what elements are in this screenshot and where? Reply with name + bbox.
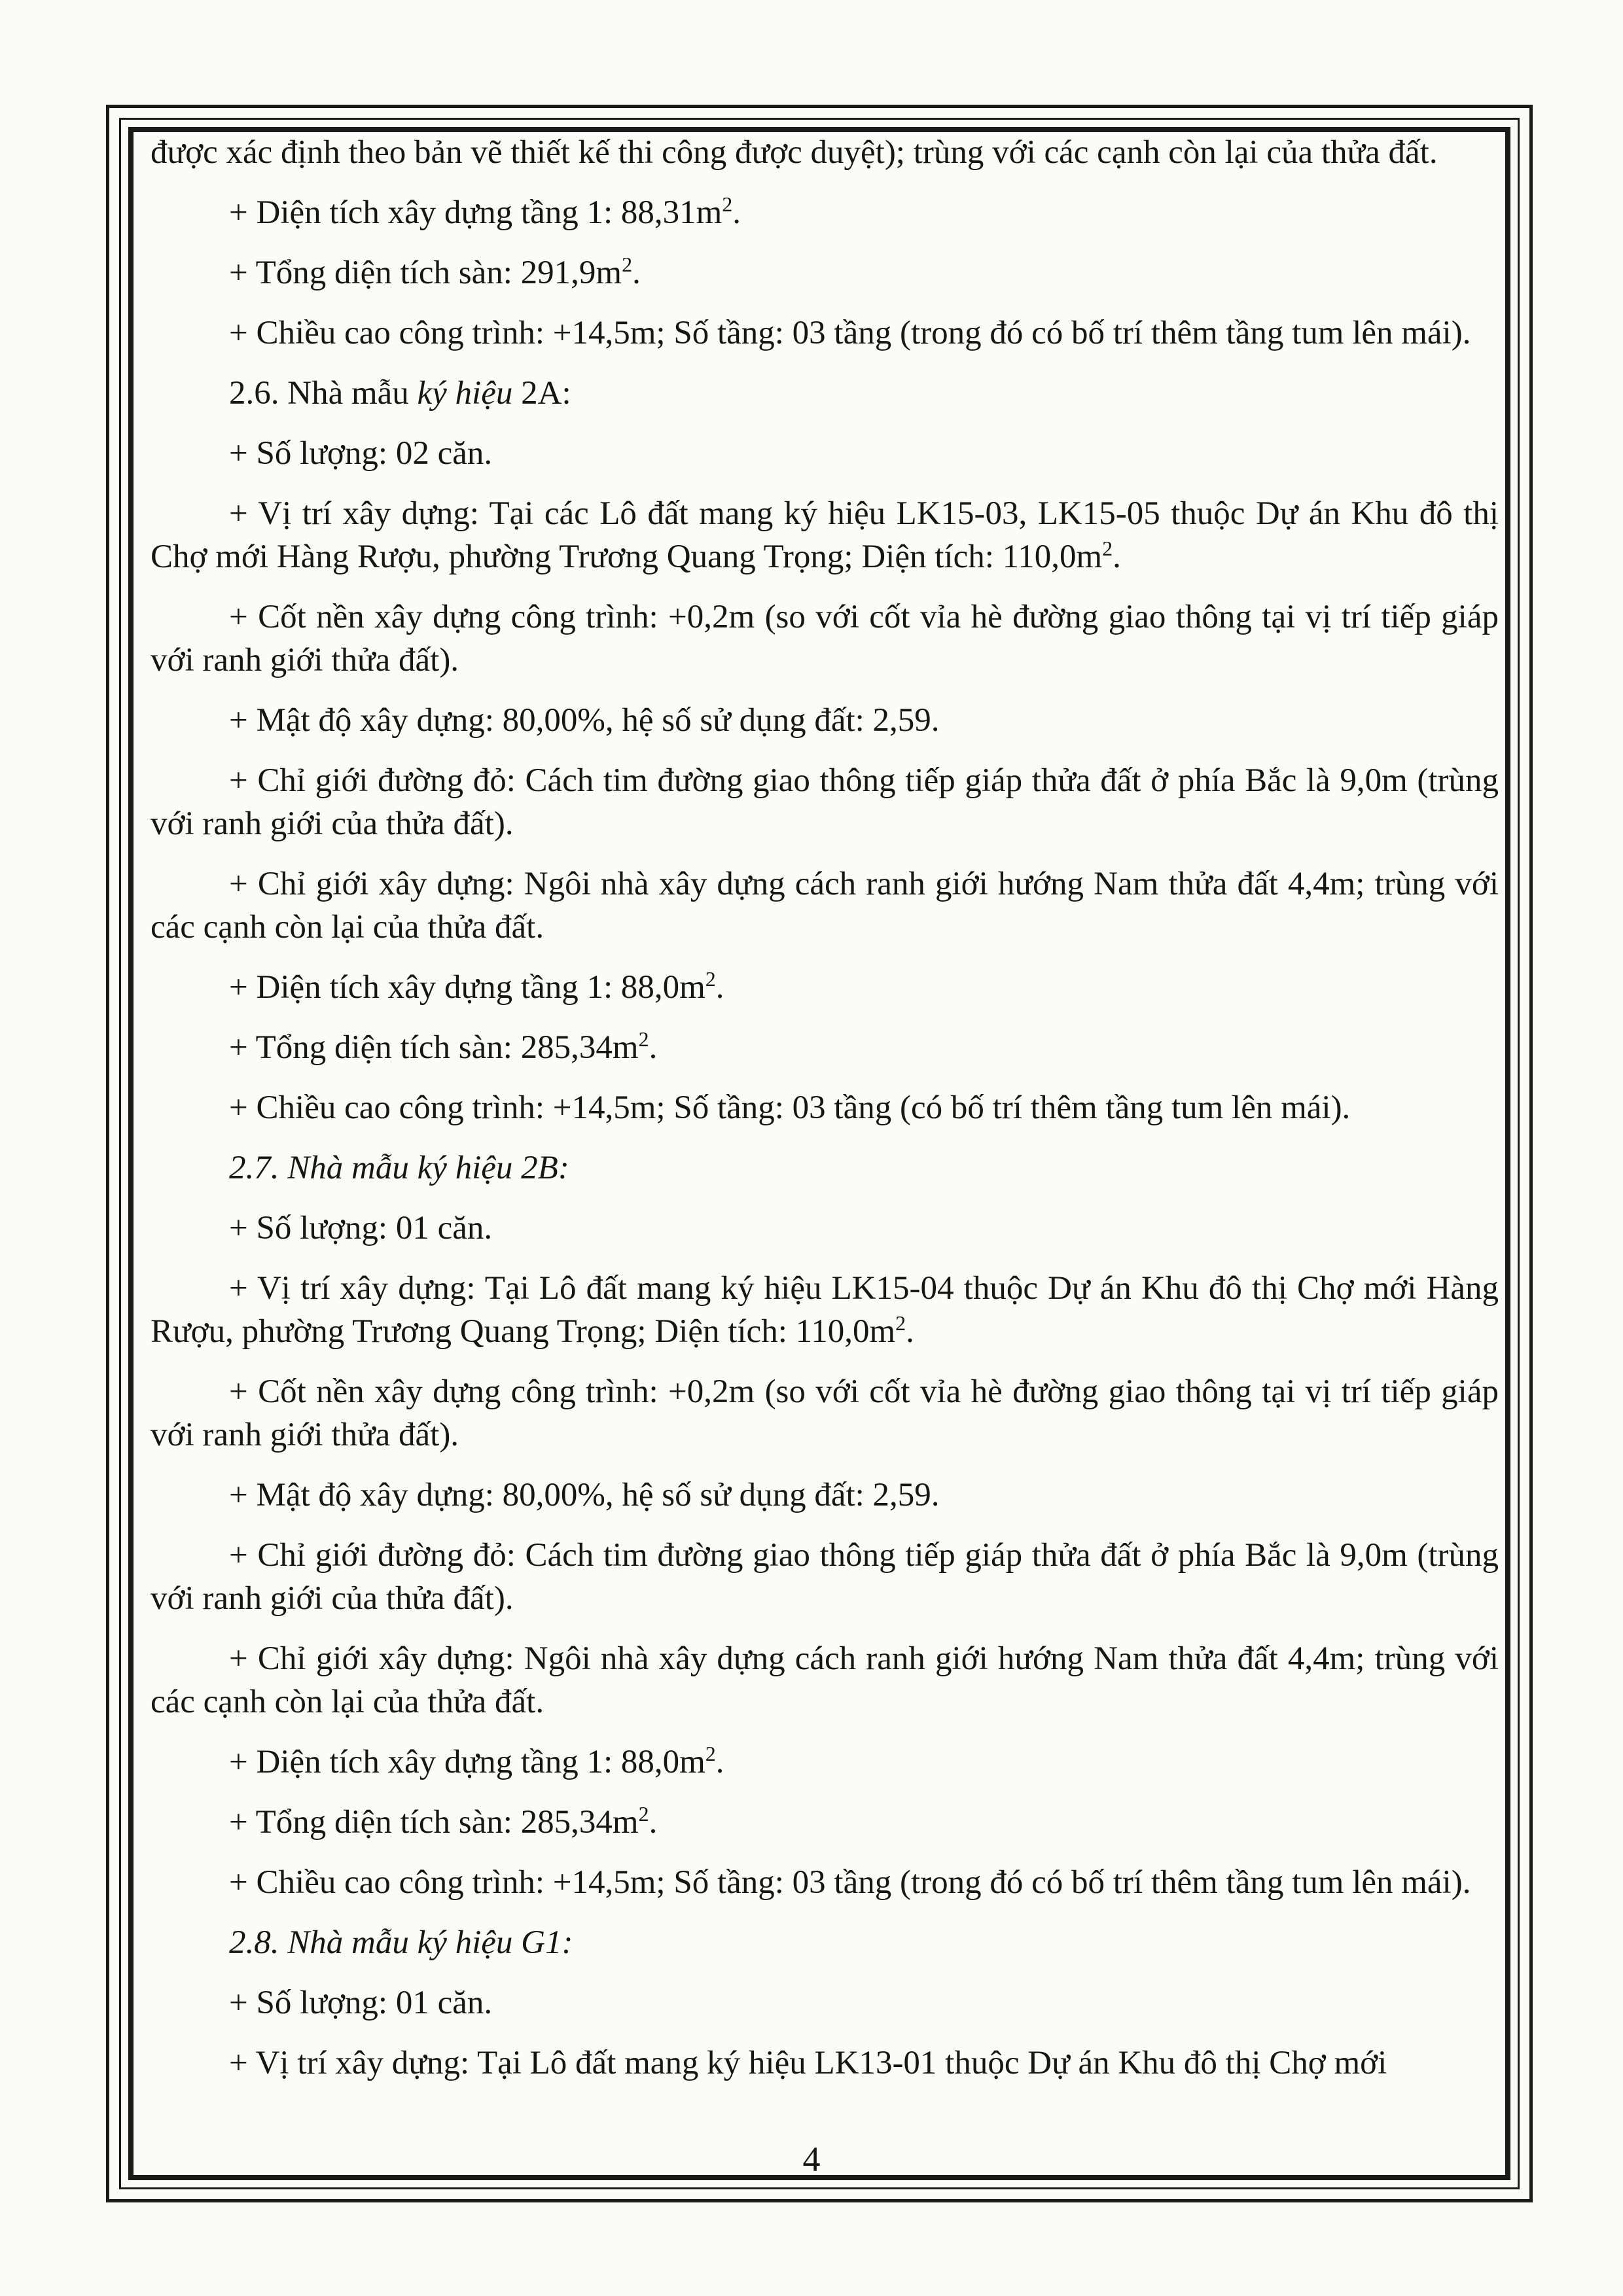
paragraph-quantity-2b: + Số lượng: 01 căn. bbox=[229, 1210, 493, 1246]
paragraph-height-2b: + Chiều cao công trình: +14,5m; Số tầng: 03 tầng (trong đó có bố trí thêm tầng tum lên mái). bbox=[229, 1864, 1471, 1901]
document-body bbox=[151, 131, 1499, 2085]
paragraph-red-line-2b: + Chỉ giới đường đỏ: Cách tim đường giao thông tiếp giáp thửa đất ở phía Bắc là 9,0m (trùng với ranh giới của thửa đất). bbox=[151, 1537, 1499, 1617]
paragraph-build-line-2a: + Chỉ giới xây dựng: Ngôi nhà xây dựng cách ranh giới hướng Nam thửa đất 4,4m; trùng với các cạnh còn lại của thửa đất. bbox=[151, 866, 1499, 945]
paragraph-red-line-2a: + Chỉ giới đường đỏ: Cách tim đường giao thông tiếp giáp thửa đất ở phía Bắc là 9,0m (trùng với ranh giới của thửa đất). bbox=[151, 762, 1499, 842]
section-heading-2-7: 2.7. Nhà mẫu ký hiệu 2B: bbox=[229, 1150, 569, 1186]
paragraph-build-line-2b: + Chỉ giới xây dựng: Ngôi nhà xây dựng cách ranh giới hướng Nam thửa đất 4,4m; trùng với các cạnh còn lại của thửa đất. bbox=[151, 1640, 1499, 1720]
paragraph-total-floor-area-2a: + Tổng diện tích sàn: $285,34m^2$. bbox=[229, 1027, 658, 1066]
paragraph-quantity-2a: + Số lượng: 02 căn. bbox=[229, 435, 493, 472]
paragraph-density-2b: + Mật độ xây dựng: 80,00%, hệ số sử dụng đất: 2,59. bbox=[229, 1477, 940, 1513]
paragraph-height-1: + Chiều cao công trình: +14,5m; Số tầng: 03 tầng (trong đó có bố trí thêm tầng tum lên mái). bbox=[229, 315, 1471, 351]
paragraph-ground-floor-area-2a: + Diện tích xây dựng tầng 1: $88,0m^2$. bbox=[229, 967, 724, 1006]
paragraph-location-g1: + Vị trí xây dựng: Tại Lô đất mang ký hiệu LK13-01 thuộc Dự án Khu đô thị Chợ mới bbox=[229, 2045, 1387, 2081]
paragraph-density-2a: + Mật độ xây dựng: 80,00%, hệ số sử dụng đất: 2,59. bbox=[229, 702, 940, 739]
paragraph-location-2a: + Vị trí xây dựng: Tại các Lô đất mang ký hiệu LK15-03, LK15-05 thuộc Dự án Khu đô thị Chợ mới Hàng Rượu, phường Trương Quang Trọng; Diện tích: $110,0m^2$. bbox=[151, 495, 1499, 575]
paragraph-foundation-2b: + Cốt nền xây dựng công trình: +0,2m (so với cốt vỉa hè đường giao thông tại vị trí tiếp giáp với ranh giới thửa đất). bbox=[151, 1373, 1499, 1453]
paragraph-continuation: được xác định theo bản vẽ thiết kế thi công được duyệt); trùng với các cạnh còn lại của thửa đất. bbox=[151, 134, 1438, 171]
section-heading-2-6: 2.6. Nhà mẫu ký hiệu 2A: bbox=[229, 375, 571, 412]
paragraph-foundation-2a: + Cốt nền xây dựng công trình: +0,2m (so với cốt vỉa hè đường giao thông tại vị trí tiếp giáp với ranh giới thửa đất). bbox=[151, 599, 1499, 679]
paragraph-ground-floor-area-2b: + Diện tích xây dựng tầng 1: $88,0m^2$. bbox=[229, 1742, 724, 1780]
paragraph-location-2b: + Vị trí xây dựng: Tại Lô đất mang ký hiệu LK15-04 thuộc Dự án Khu đô thị Chợ mới Hàng Rượu, phường Trương Quang Trọng; Diện tích: $110,0m^2$. bbox=[151, 1270, 1499, 1350]
section-heading-2-8: 2.8. Nhà mẫu ký hiệu G1: bbox=[229, 1924, 573, 1961]
paragraph-total-floor-area-1: + Tổng diện tích sàn: $291,9m^2$. bbox=[229, 253, 641, 291]
paragraph-quantity-g1: + Số lượng: 01 căn. bbox=[229, 1985, 493, 2021]
paragraph-ground-floor-area-1: + Diện tích xây dựng tầng 1: $88,31m^2$. bbox=[229, 192, 741, 231]
paragraph-total-floor-area-2b: + Tổng diện tích sàn: $285,34m^2$. bbox=[229, 1802, 658, 1841]
paragraph-height-2a: + Chiều cao công trình: +14,5m; Số tầng: 03 tầng (có bố trí thêm tầng tum lên mái). bbox=[229, 1089, 1351, 1126]
page-number: 4 bbox=[802, 2140, 821, 2179]
